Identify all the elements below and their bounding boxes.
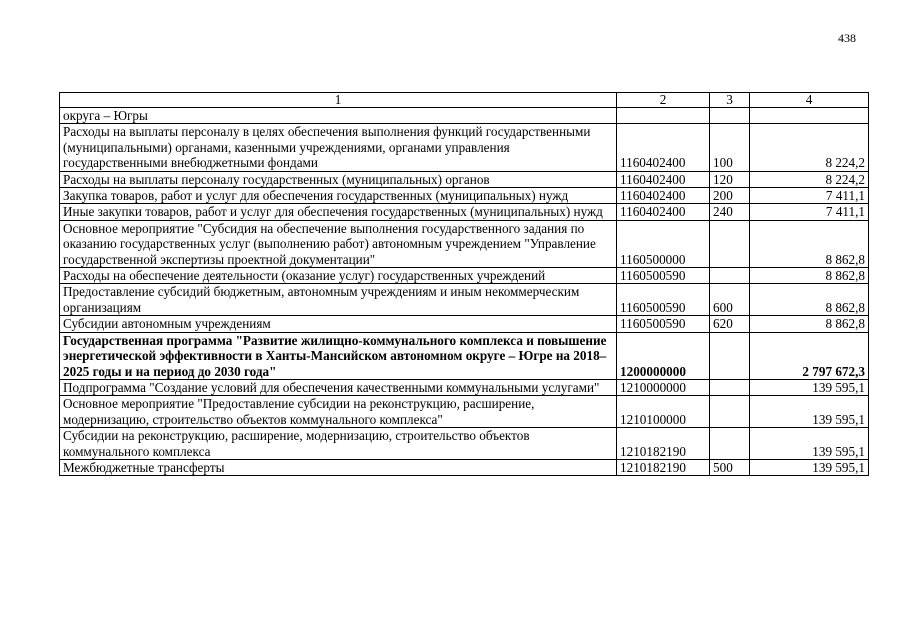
row-type-cell: 240 <box>710 204 750 220</box>
column-header-sum: 4 <box>750 93 869 108</box>
page-number: 438 <box>838 31 856 45</box>
row-sum-cell: 8 862,8 <box>750 268 869 284</box>
row-sum-cell: 2 797 672,3 <box>750 332 869 379</box>
row-code-cell: 1160500000 <box>617 220 710 267</box>
row-sum-cell: 139 595,1 <box>750 379 869 395</box>
row-name-cell: Предоставление субсидий бюджетным, автономным учреждениям и иным некоммерческим организациям <box>60 284 617 316</box>
row-name-cell: Подпрограмма "Создание условий для обеспечения качественными коммунальными услугами" <box>60 379 617 395</box>
row-code-cell: 1160402400 <box>617 171 710 187</box>
row-type-cell: 200 <box>710 188 750 204</box>
row-type-cell: 100 <box>710 124 750 171</box>
table-row <box>60 459 869 475</box>
column-header-code: 2 <box>617 93 710 108</box>
row-sum-cell: 139 595,1 <box>750 428 869 460</box>
row-type-cell: 600 <box>710 284 750 316</box>
row-type-cell <box>710 396 750 428</box>
table-row <box>60 428 869 460</box>
row-code-cell: 1210000000 <box>617 379 710 395</box>
row-sum-cell: 8 862,8 <box>750 284 869 316</box>
row-name-cell: Субсидии автономным учреждениям <box>60 316 617 332</box>
row-type-cell <box>710 379 750 395</box>
row-name-cell: Расходы на выплаты персоналу в целях обеспечения выполнения функций государственными (муниципальными) органами, казенными учреждениями, органами управления государственными внебюджетными фондами <box>60 124 617 171</box>
row-code-cell: 1210100000 <box>617 396 710 428</box>
budget-table <box>59 92 869 476</box>
row-code-cell: 1210182190 <box>617 459 710 475</box>
row-sum-cell: 8 224,2 <box>750 124 869 171</box>
row-name-cell: Закупка товаров, работ и услуг для обеспечения государственных (муниципальных) нужд <box>60 188 617 204</box>
row-name-cell: Расходы на обеспечение деятельности (оказание услуг) государственных учреждений <box>60 268 617 284</box>
row-sum-cell: 7 411,1 <box>750 188 869 204</box>
row-name-cell: Межбюджетные трансферты <box>60 459 617 475</box>
row-name-cell: Основное мероприятие "Субсидия на обеспечение выполнения государственного задания по оказанию государственных услуг (выполнению работ) автономным учреждением "Управление государственной экспертизы проектной документации" <box>60 220 617 267</box>
row-type-cell <box>710 108 750 124</box>
row-type-cell: 620 <box>710 316 750 332</box>
table-row <box>60 396 869 428</box>
row-sum-cell: 8 862,8 <box>750 220 869 267</box>
row-code-cell: 1160402400 <box>617 188 710 204</box>
row-name-cell: Иные закупки товаров, работ и услуг для обеспечения государственных (муниципальных) нужд <box>60 204 617 220</box>
table-row <box>60 316 869 332</box>
row-type-cell <box>710 428 750 460</box>
table-row <box>60 332 869 379</box>
row-code-cell: 1200000000 <box>617 332 710 379</box>
row-code-cell: 1160402400 <box>617 124 710 171</box>
table-row <box>60 108 869 124</box>
row-name-cell: округа – Югры <box>60 108 617 124</box>
table-row <box>60 188 869 204</box>
table-header-row <box>60 93 869 108</box>
column-header-type: 3 <box>710 93 750 108</box>
row-type-cell: 500 <box>710 459 750 475</box>
row-sum-cell: 7 411,1 <box>750 204 869 220</box>
column-header-name: 1 <box>60 93 617 108</box>
table-row <box>60 379 869 395</box>
row-name-cell: Субсидии на реконструкцию, расширение, модернизацию, строительство объектов коммунального комплекса <box>60 428 617 460</box>
row-name-cell: Расходы на выплаты персоналу государственных (муниципальных) органов <box>60 171 617 187</box>
row-code-cell: 1160500590 <box>617 316 710 332</box>
row-type-cell <box>710 332 750 379</box>
table-row <box>60 268 869 284</box>
table-row <box>60 204 869 220</box>
row-sum-cell: 139 595,1 <box>750 396 869 428</box>
row-code-cell <box>617 108 710 124</box>
row-sum-cell <box>750 108 869 124</box>
table-row <box>60 124 869 171</box>
row-sum-cell: 8 224,2 <box>750 171 869 187</box>
row-type-cell <box>710 268 750 284</box>
table-row <box>60 220 869 267</box>
row-sum-cell: 8 862,8 <box>750 316 869 332</box>
row-code-cell: 1160402400 <box>617 204 710 220</box>
row-name-cell: Государственная программа "Развитие жилищно-коммунального комплекса и повышение энергетической эффективности в Ханты-Мансийском автономном округе – Югре на 2018–2025 годы и на период до 2030 года" <box>60 332 617 379</box>
row-code-cell: 1160500590 <box>617 268 710 284</box>
table-row <box>60 171 869 187</box>
row-code-cell: 1210182190 <box>617 428 710 460</box>
row-type-cell: 120 <box>710 171 750 187</box>
row-type-cell <box>710 220 750 267</box>
table-row <box>60 284 869 316</box>
row-code-cell: 1160500590 <box>617 284 710 316</box>
row-sum-cell: 139 595,1 <box>750 459 869 475</box>
row-name-cell: Основное мероприятие "Предоставление субсидии на реконструкцию, расширение, модернизацию, строительство объектов коммунального комплекса" <box>60 396 617 428</box>
